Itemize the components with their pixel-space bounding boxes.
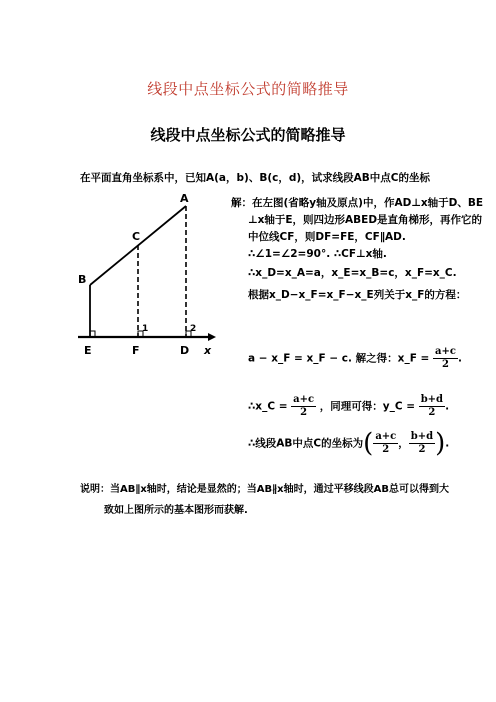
fraction-xc-num: a+c bbox=[293, 394, 315, 405]
solution-line-6: 根据x_D−x_F=x_F−x_E列关于x_F的方程： bbox=[248, 289, 467, 301]
solution-line-2: ⊥x轴于E，则四边形ABED是直角梯形，再作它的 bbox=[248, 214, 483, 226]
fraction-xc bbox=[291, 394, 316, 419]
right-paren: ) bbox=[435, 428, 446, 459]
label-a: A bbox=[180, 192, 189, 205]
solution-line-1: 解：在左图(省略y轴及原点)中，作AD⊥x轴于D、BE bbox=[231, 197, 484, 209]
fraction-yc-den: 2 bbox=[428, 407, 436, 418]
fraction-xc-den: 2 bbox=[300, 407, 308, 418]
fraction-c-x-den: 2 bbox=[382, 444, 390, 455]
fraction-yc bbox=[419, 394, 445, 419]
fraction-c-x-num: a+c bbox=[375, 431, 397, 442]
equation-2: ∴x_C = $\frac{a+c}{2}$ ，同理可得：y_C = $\frac{b+d}{2}$ . bbox=[248, 394, 450, 418]
fraction-xf-den: 2 bbox=[441, 359, 449, 370]
solution-line-3: 中位线CF，则DF=FE，CF∥AD. bbox=[248, 231, 406, 243]
equation-2-mid: ，同理可得：y_C = bbox=[319, 400, 416, 413]
problem-statement: 在平面直角坐标系中，已知A(a，b)、B(c，d)，试求线段AB中点C的坐标 bbox=[80, 172, 431, 184]
label-b: B bbox=[78, 273, 87, 286]
label-d: D bbox=[180, 344, 190, 357]
note-line-1: 说明：当AB∥x轴时，结论是显然的；当AB∦x轴时，通过平移线段AB总可以得到大 bbox=[80, 484, 449, 495]
fraction-xf bbox=[433, 346, 458, 371]
label-c: C bbox=[132, 230, 141, 243]
page-heading: 线段中点坐标公式的简略推导 bbox=[147, 80, 349, 98]
equation-2-lhs: ∴x_C = bbox=[248, 400, 288, 413]
equation-1: a − x_F = x_F − c. 解之得：x_F = $\frac{a+c}{2}$ . bbox=[248, 346, 462, 370]
fraction-xf-num: a+c bbox=[434, 346, 456, 357]
solution-line-4: ∴∠1=∠2=90°. ∴CF⊥x轴. bbox=[248, 248, 387, 260]
fraction-c-y-num: b+d bbox=[410, 431, 434, 442]
label-angle-1: 1 bbox=[142, 324, 149, 334]
label-angle-2: 2 bbox=[190, 324, 197, 334]
note-line-2: 致如上图所示的基本图形而获解. bbox=[104, 505, 248, 516]
fraction-c-y bbox=[409, 431, 435, 456]
fraction-c-x bbox=[373, 431, 398, 456]
x-axis-arrow bbox=[208, 333, 216, 341]
equation-1-lhs: a − x_F = x_F − c. 解之得：x_F = bbox=[248, 352, 430, 365]
label-e: E bbox=[84, 344, 92, 357]
equation-3: ∴线段AB中点C的坐标为( $\frac{a+c}{2}$ ， $\frac{b+d}{2}$ ). bbox=[248, 428, 450, 459]
fraction-yc-num: b+d bbox=[420, 394, 444, 405]
document-title: 线段中点坐标公式的简略推导 bbox=[150, 126, 346, 144]
solution-line-5: ∴x_D=x_A=a，x_E=x_B=c，x_F=x_C. bbox=[248, 267, 457, 279]
geometry-diagram bbox=[76, 190, 226, 360]
fraction-c-y-den: 2 bbox=[418, 444, 426, 455]
left-paren: ( bbox=[363, 428, 374, 459]
label-f: F bbox=[132, 344, 140, 357]
equation-3-lhs: ∴线段AB中点C的坐标为 bbox=[248, 437, 364, 450]
label-x-axis: x bbox=[204, 344, 212, 357]
